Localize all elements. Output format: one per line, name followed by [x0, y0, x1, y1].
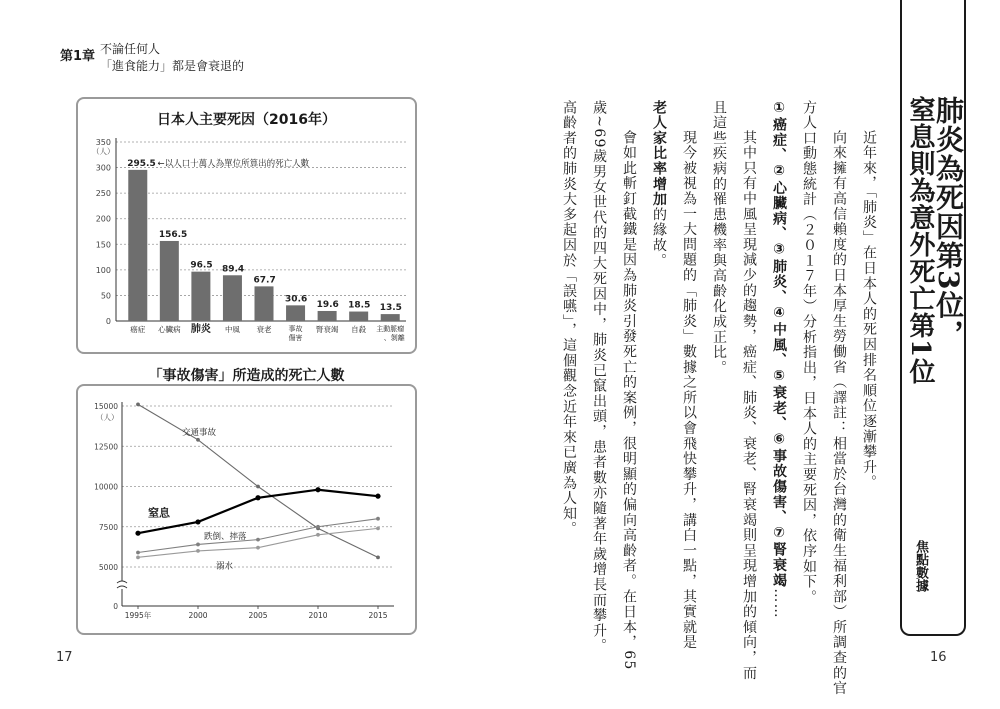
bar-value-label: 18.5 [348, 300, 371, 311]
y-axis-unit: （人） [92, 147, 115, 156]
y-tick-label: 50 [100, 291, 111, 301]
line-chart-title: 「事故傷害」所造成的死亡人數 [148, 368, 345, 384]
series-point [256, 546, 260, 550]
body-column: 近年來，「肺炎」在日本人的死因排名順位逐漸攀升。 [861, 130, 877, 491]
series-point [135, 531, 140, 536]
bar [223, 275, 242, 321]
y-tick-label: 0 [113, 602, 118, 611]
series-point [136, 555, 140, 559]
bar-value-label: 67.7 [253, 275, 276, 286]
line-chart [76, 392, 417, 634]
y-tick-label: 0 [105, 317, 111, 326]
bar [160, 241, 179, 321]
chapter-number: 第1章 [60, 49, 96, 64]
series-point [376, 526, 380, 530]
series-point [316, 533, 320, 537]
body-column: 向來擁有高信賴度的日本厚生勞働省（譯註：相當於台灣的衛生福利部）所調查的官 [831, 130, 847, 697]
series-point [136, 402, 140, 406]
x-tick-label-cont: 、剝離 [383, 334, 405, 342]
x-tick-label: 2005 [248, 611, 268, 620]
series-point [315, 487, 320, 492]
body-column: 會如此斬釘截鐵是因為肺炎引發死亡的案例，很明顯的偏向高齡者。在日本，65 [621, 130, 637, 671]
bar-value-label: 96.5 [190, 260, 213, 271]
bar-value-label: 89.4 [221, 264, 245, 275]
series-point [256, 485, 260, 489]
bar [255, 286, 274, 321]
right-page-number: 16 [930, 650, 947, 665]
bar-chart-title: 日本人主要死因（2016年） [157, 112, 336, 128]
bar [286, 305, 305, 321]
series-label: 溺水 [216, 561, 234, 572]
x-tick-label-cont: 傷害 [288, 334, 303, 342]
series-point [316, 525, 320, 529]
series-line [138, 404, 378, 557]
x-tick-label: 主動脈瘤 [376, 325, 405, 333]
y-tick-label: 200 [95, 214, 111, 224]
bar-value-label: 30.6 [285, 294, 308, 305]
chapter-title-line2: 「進食能力」都是會衰退的 [100, 59, 245, 73]
x-tick-label: 心臟病 [158, 325, 181, 334]
series-label: 交通事故 [182, 427, 217, 438]
series-label: 窒息 [148, 506, 170, 520]
x-tick-label: 2000 [188, 611, 208, 620]
body-column: 現今被視為一大問題的「肺炎」數據之所以會飛快攀升，講白一點，其實就是 [681, 130, 697, 651]
y-tick-label: 100 [95, 265, 111, 275]
x-tick-label: 2010 [308, 611, 328, 620]
body-column: 老人家比率增加的緣故。 [651, 100, 667, 269]
bar [128, 170, 147, 321]
x-tick-label: 2015 [368, 611, 388, 620]
body-column: 歲~69歲男女世代的四大死因中，肺炎已竄出頭，患者數亦隨著年歲增長而攀升。 [591, 100, 607, 654]
bar [318, 311, 337, 321]
x-tick-label: 中風 [224, 325, 240, 334]
bar-value-label: 295.5 [127, 158, 156, 169]
series-point [196, 549, 200, 553]
x-tick-label: 衰老 [256, 325, 272, 334]
left-page-number: 17 [56, 650, 73, 665]
series-line [138, 528, 378, 557]
y-tick-label: 300 [95, 163, 111, 173]
bar-chart [76, 130, 417, 352]
x-tick-label: 自殺 [351, 325, 367, 334]
y-axis-unit: （人） [96, 413, 119, 422]
section-title-line2: 窒息則為意外死亡第1位 [905, 96, 935, 386]
chart-annotation: ←以人口十萬人為單位所算出的死亡人數 [157, 158, 310, 169]
series-point [195, 519, 200, 524]
bar-value-label: 156.5 [158, 229, 188, 240]
y-tick-label: 7500 [98, 522, 118, 532]
body-column: 方人口動態統計（２０１７年）分析指出，日本人的主要死因，依序如下。 [801, 100, 817, 605]
series-point [136, 551, 140, 555]
bar-value-label: 13.5 [379, 303, 402, 314]
x-tick-label: 癌症 [130, 325, 146, 334]
series-point [256, 538, 260, 542]
section-title-line1: 肺炎為死因第3位， [932, 96, 965, 349]
axis-break-mark [117, 581, 127, 588]
y-tick-label: 350 [95, 138, 111, 147]
x-tick-label: 肺炎 [190, 324, 211, 335]
bar [191, 272, 210, 321]
y-tick-label: 250 [95, 189, 111, 199]
bar [381, 314, 400, 321]
series-point [255, 495, 260, 500]
x-tick-label: 腎衰竭 [315, 325, 339, 334]
bar-value-label: 19.6 [316, 299, 339, 310]
y-tick-label: 10000 [94, 482, 118, 492]
y-tick-label: 5000 [98, 563, 118, 572]
x-tick-label: 1995年 [124, 611, 152, 620]
body-column: 其中只有中風呈現減少的趨勢，癌症、肺炎、衰老、腎衰竭則呈現增加的傾向，而 [741, 130, 757, 681]
series-point [376, 517, 380, 521]
y-tick-label: 150 [95, 240, 111, 250]
x-tick-label: 事故 [288, 325, 303, 333]
body-column: 高齡者的肺炎大多起因於「誤嚥」，這個觀念近年來已廣為人知。 [561, 100, 577, 537]
series-label: 跌倒、摔落 [204, 531, 247, 542]
series-point [375, 494, 380, 499]
body-column: 且這些疾病的罹患機率與高齡化成正比。 [711, 100, 727, 376]
bar [349, 312, 368, 321]
body-column: ①癌症、②心臟病、③肺炎、④中風、⑤衰老、⑥事故傷害、⑦腎衰竭…… [771, 100, 787, 619]
series-point [376, 555, 380, 559]
chapter-title-line1: 不論任何人 [100, 42, 161, 56]
series-point [196, 543, 200, 547]
focus-data-tag: 焦點數據 [913, 540, 928, 592]
y-tick-label: 15000 [94, 402, 118, 411]
series-point [196, 438, 200, 442]
y-tick-label: 12500 [94, 442, 118, 452]
